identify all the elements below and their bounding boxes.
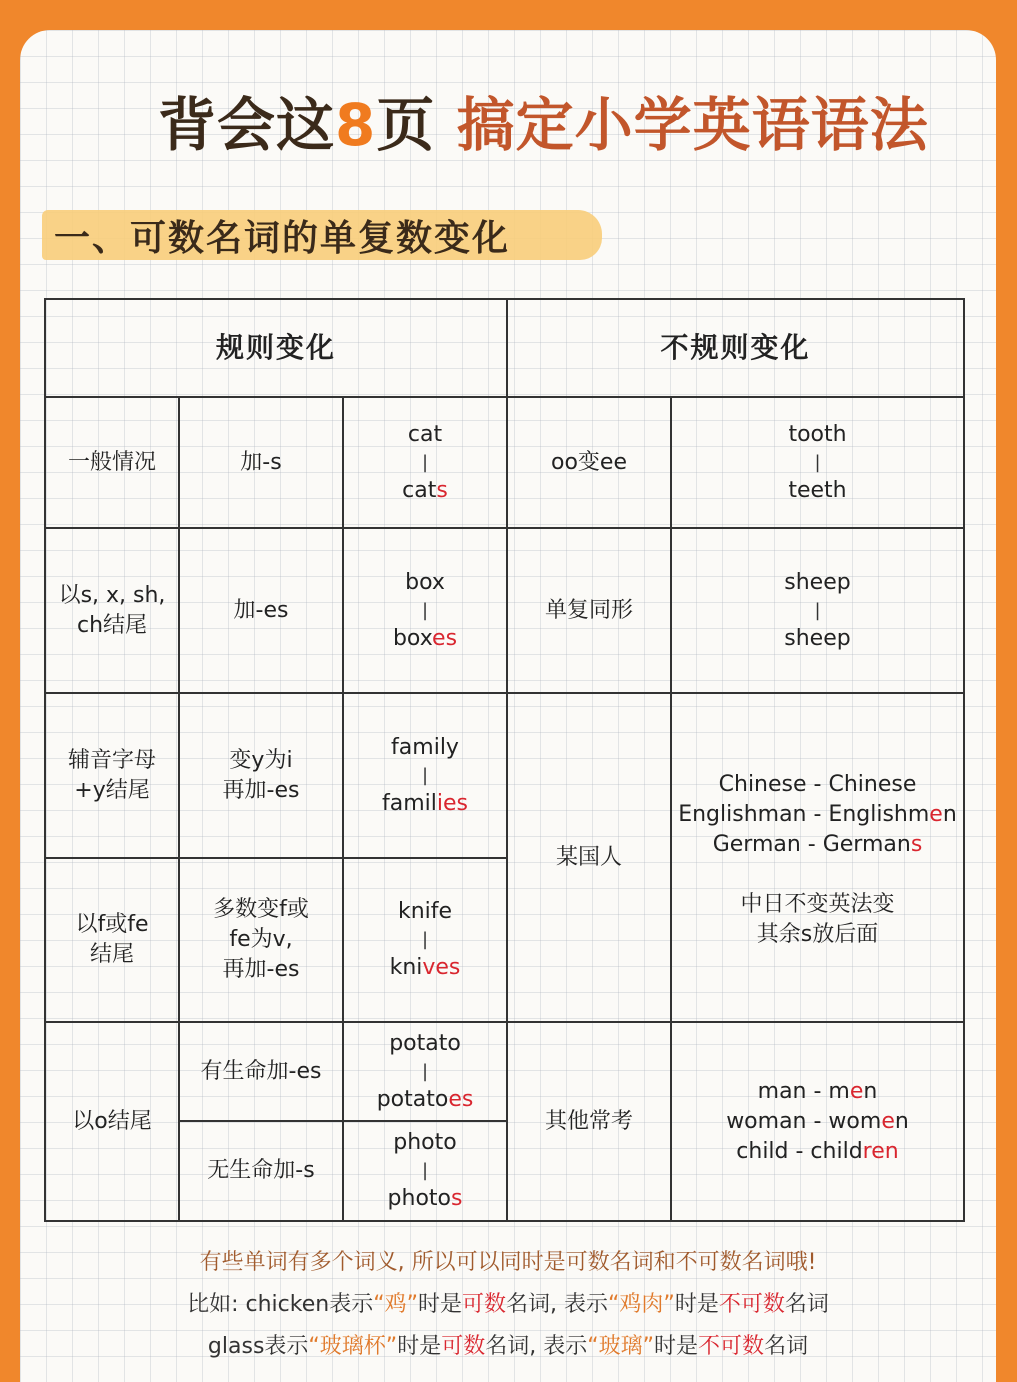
rule-line: fe为v, <box>229 927 293 952</box>
header-irregular: 不规则变化 <box>660 331 811 364</box>
nationality-stem: German - German <box>712 832 911 857</box>
singular-word: sheep <box>784 569 851 595</box>
title-part2: 页 <box>376 91 457 159</box>
section-title: 一、可数名词的单复数变化 <box>54 218 511 259</box>
plural-stem: photo <box>387 1186 451 1211</box>
separator: | <box>421 451 429 473</box>
plural-word <box>390 953 461 983</box>
separator: | <box>814 599 821 621</box>
example-potato <box>344 1023 506 1120</box>
plural-suffix: es <box>432 625 458 651</box>
rule-f-to-ves <box>180 859 342 1021</box>
plural-suffix: es <box>448 1086 474 1112</box>
case-f-fe <box>46 859 178 1021</box>
footnote-line <box>20 1326 996 1368</box>
rule-line: 再加-es <box>222 957 300 982</box>
note-quote: “鸡肉” <box>608 1292 675 1317</box>
irregular-case-nationality: 某国人 <box>555 844 622 870</box>
grammar-table <box>44 298 965 1222</box>
rule-line: 变y为i <box>229 747 293 773</box>
plural-stem: box <box>392 625 433 651</box>
other-stem: woman - wom <box>726 1108 882 1134</box>
rule-living-add-es: 有生命加-es <box>200 1058 322 1084</box>
note-text: 名词 <box>764 1334 809 1359</box>
note-text: 名词, 表示 <box>506 1292 609 1317</box>
example-box <box>344 529 506 692</box>
other-change: e <box>881 1108 895 1134</box>
example-family <box>344 694 506 857</box>
nationality-line <box>713 830 923 860</box>
case-line: 结尾 <box>89 942 134 967</box>
plural-stem: kni <box>389 955 423 980</box>
note-text: glass表示 <box>207 1334 309 1359</box>
note-uncountable: 不可数 <box>698 1334 765 1359</box>
title-highlight: 搞定小学英语语法 <box>456 91 929 159</box>
plural-word: teeth <box>788 477 847 503</box>
plural-stem: cat <box>402 477 437 503</box>
nationality-line <box>678 800 957 830</box>
nationality-rule: 中日不变英法变 <box>740 892 895 917</box>
section-heading <box>42 202 602 268</box>
singular-word: family <box>391 734 459 760</box>
rule-nonliving-add-s: 无生命加-s <box>207 1158 315 1183</box>
worksheet <box>20 30 996 1382</box>
note-uncountable: 不可数 <box>718 1292 785 1317</box>
plural-suffix: ies <box>436 790 468 816</box>
plural-word <box>382 789 468 819</box>
rule-y-to-ies <box>180 694 342 857</box>
singular-word: knife <box>397 899 453 924</box>
example-tooth <box>672 398 963 527</box>
nationality-change: e <box>929 802 943 827</box>
note-quote: “玻璃杯” <box>308 1334 398 1359</box>
plural-word <box>388 1184 463 1214</box>
separator: | <box>421 599 429 621</box>
case-line: +y结尾 <box>74 777 150 803</box>
header-regular: 规则变化 <box>215 331 336 364</box>
nationality-rule: 其余s放后面 <box>756 922 879 947</box>
other-end: n <box>894 1108 909 1134</box>
plural-stem: potato <box>376 1086 449 1112</box>
rule-line: 多数变f或 <box>213 897 309 922</box>
plural-suffix: s <box>436 477 448 503</box>
case-line: 辅音字母 <box>67 747 156 773</box>
case-s-x-sh-ch: 以s, x, sh, ch结尾 <box>58 582 166 638</box>
example-knife <box>344 859 506 1021</box>
nationality-end: n <box>942 802 957 827</box>
irregular-case-oo-ee: oo变ee <box>551 449 627 475</box>
example-nationalities <box>672 694 963 1021</box>
separator: | <box>421 929 429 950</box>
separator: | <box>421 1060 429 1082</box>
plural-word: sheep <box>784 625 851 651</box>
plural-stem: famil <box>382 790 437 816</box>
other-stem: man - m <box>757 1078 850 1104</box>
footnote-line: 有些单词有多个词义, 所以可以同时是可数名词和不可数名词哦! <box>199 1250 817 1275</box>
case-o-ending: 以o结尾 <box>72 1108 152 1134</box>
note-quote: “鸡” <box>373 1292 418 1317</box>
singular-word: cat <box>407 421 443 447</box>
note-text: 比如: chicken表示 <box>187 1292 374 1317</box>
other-stem: child - child <box>736 1138 863 1164</box>
rule-line: 再加-es <box>222 777 300 803</box>
irregular-case-same-form: 单复同形 <box>544 597 633 623</box>
note-text: 名词, 表示 <box>485 1334 588 1359</box>
other-change: e <box>849 1078 864 1104</box>
other-line <box>726 1107 909 1137</box>
title-number: 8 <box>335 91 377 159</box>
irregular-case-others: 其他常考 <box>544 1108 633 1134</box>
other-suffix: ren <box>862 1138 899 1164</box>
nationality-line: Chinese - Chinese <box>718 772 917 797</box>
note-text: 时是 <box>418 1292 463 1317</box>
plural-word <box>393 624 457 654</box>
other-line <box>736 1137 898 1167</box>
example-sheep <box>672 529 963 692</box>
footnote <box>20 1242 996 1368</box>
plural-suffix: ves <box>422 955 461 980</box>
rule-add-s: 加-s <box>240 449 282 475</box>
example-photo <box>344 1122 506 1220</box>
singular-word: potato <box>389 1030 461 1056</box>
example-others <box>672 1023 963 1220</box>
plural-word <box>377 1085 474 1115</box>
case-general: 一般情况 <box>67 449 156 475</box>
other-line <box>758 1077 878 1107</box>
case-line: 以f或fe <box>75 912 149 937</box>
case-consonant-y <box>46 694 178 857</box>
plural-suffix: s <box>451 1186 463 1211</box>
note-countable: 可数 <box>462 1292 507 1317</box>
nationality-stem: Englishman - Englishm <box>678 802 930 827</box>
note-quote: “玻璃” <box>587 1334 655 1359</box>
separator: | <box>421 1160 429 1181</box>
note-text: 时是 <box>397 1334 442 1359</box>
separator: | <box>814 451 821 473</box>
example-cat <box>344 398 506 527</box>
note-text: 时是 <box>674 1292 719 1317</box>
singular-word: photo <box>393 1130 457 1155</box>
other-end: n <box>863 1078 878 1104</box>
plural-word <box>402 476 448 506</box>
page-title <box>158 78 978 162</box>
singular-word: tooth <box>788 421 847 447</box>
nationality-suffix: s <box>910 832 923 857</box>
singular-word: box <box>405 569 445 595</box>
footnote-line <box>20 1284 996 1326</box>
separator: | <box>421 764 429 786</box>
note-text: 时是 <box>654 1334 699 1359</box>
note-countable: 可数 <box>441 1334 486 1359</box>
rule-add-es: 加-es <box>233 597 289 623</box>
note-text: 名词 <box>784 1292 829 1317</box>
title-part1: 背会这 <box>158 91 336 159</box>
